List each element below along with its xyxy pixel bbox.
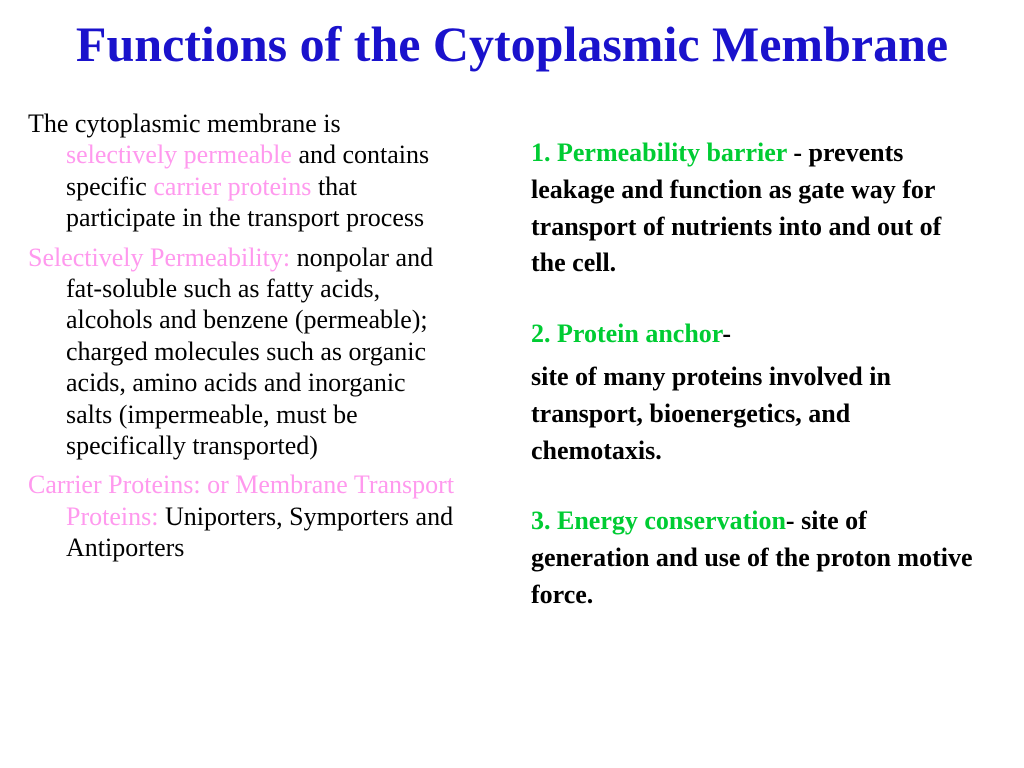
function-protein-anchor-description: site of many proteins involved in transport, bioenergetics, and chemotaxis. bbox=[531, 361, 891, 465]
paragraph-selective-permeability bbox=[28, 242, 458, 462]
permeability-barrier-label: 1. Permeability barrier bbox=[531, 138, 787, 167]
carrier-proteins-highlight: carrier proteins bbox=[153, 171, 312, 201]
permeability-barrier-description: prevents leakage and function as gate way for transport of nutrients into and out of the cell. bbox=[531, 138, 942, 278]
energy-conservation-separator: - site bbox=[785, 506, 839, 536]
intro-tail-text: that participate in the transport process bbox=[66, 171, 425, 233]
protein-anchor-label: 2. Protein anchor bbox=[531, 319, 723, 349]
intro-mid-text: and contains specific bbox=[66, 140, 430, 201]
carrier-proteins-heading: Carrier Proteins: or Membrane Transport Proteins: bbox=[28, 470, 455, 531]
right-column bbox=[531, 135, 981, 614]
function-energy-conservation bbox=[531, 503, 981, 613]
energy-conservation-description: of generation and use of the proton motive force. bbox=[531, 506, 973, 609]
carrier-proteins-body: Uniporters, Symporters and Antiporters bbox=[66, 501, 454, 563]
paragraph-membrane-intro bbox=[28, 108, 458, 234]
intro-lead-text: The cytoplasmic membrane is bbox=[28, 109, 341, 138]
selective-permeability-heading: Selectively Permeability: bbox=[28, 242, 291, 272]
left-column bbox=[28, 108, 458, 572]
slide-title: Functions of the Cytoplasmic Membrane bbox=[75, 16, 949, 72]
function-protein-anchor-heading bbox=[531, 316, 981, 353]
energy-conservation-label: 3. Energy conservation bbox=[531, 506, 786, 536]
function-permeability-barrier bbox=[531, 135, 981, 282]
protein-anchor-separator: - bbox=[722, 319, 732, 349]
selectively-permeable-highlight: selectively permeable bbox=[66, 140, 292, 170]
paragraph-carrier-proteins bbox=[28, 469, 458, 563]
permeability-barrier-separator: - bbox=[786, 138, 802, 167]
selective-permeability-body: nonpolar and fat-soluble such as fatty acids, alcohols and benzene (permeable); charged molecules such as organic acids, amino acids and inorganic salts (impermeable, must be specifically transported) bbox=[66, 242, 434, 461]
